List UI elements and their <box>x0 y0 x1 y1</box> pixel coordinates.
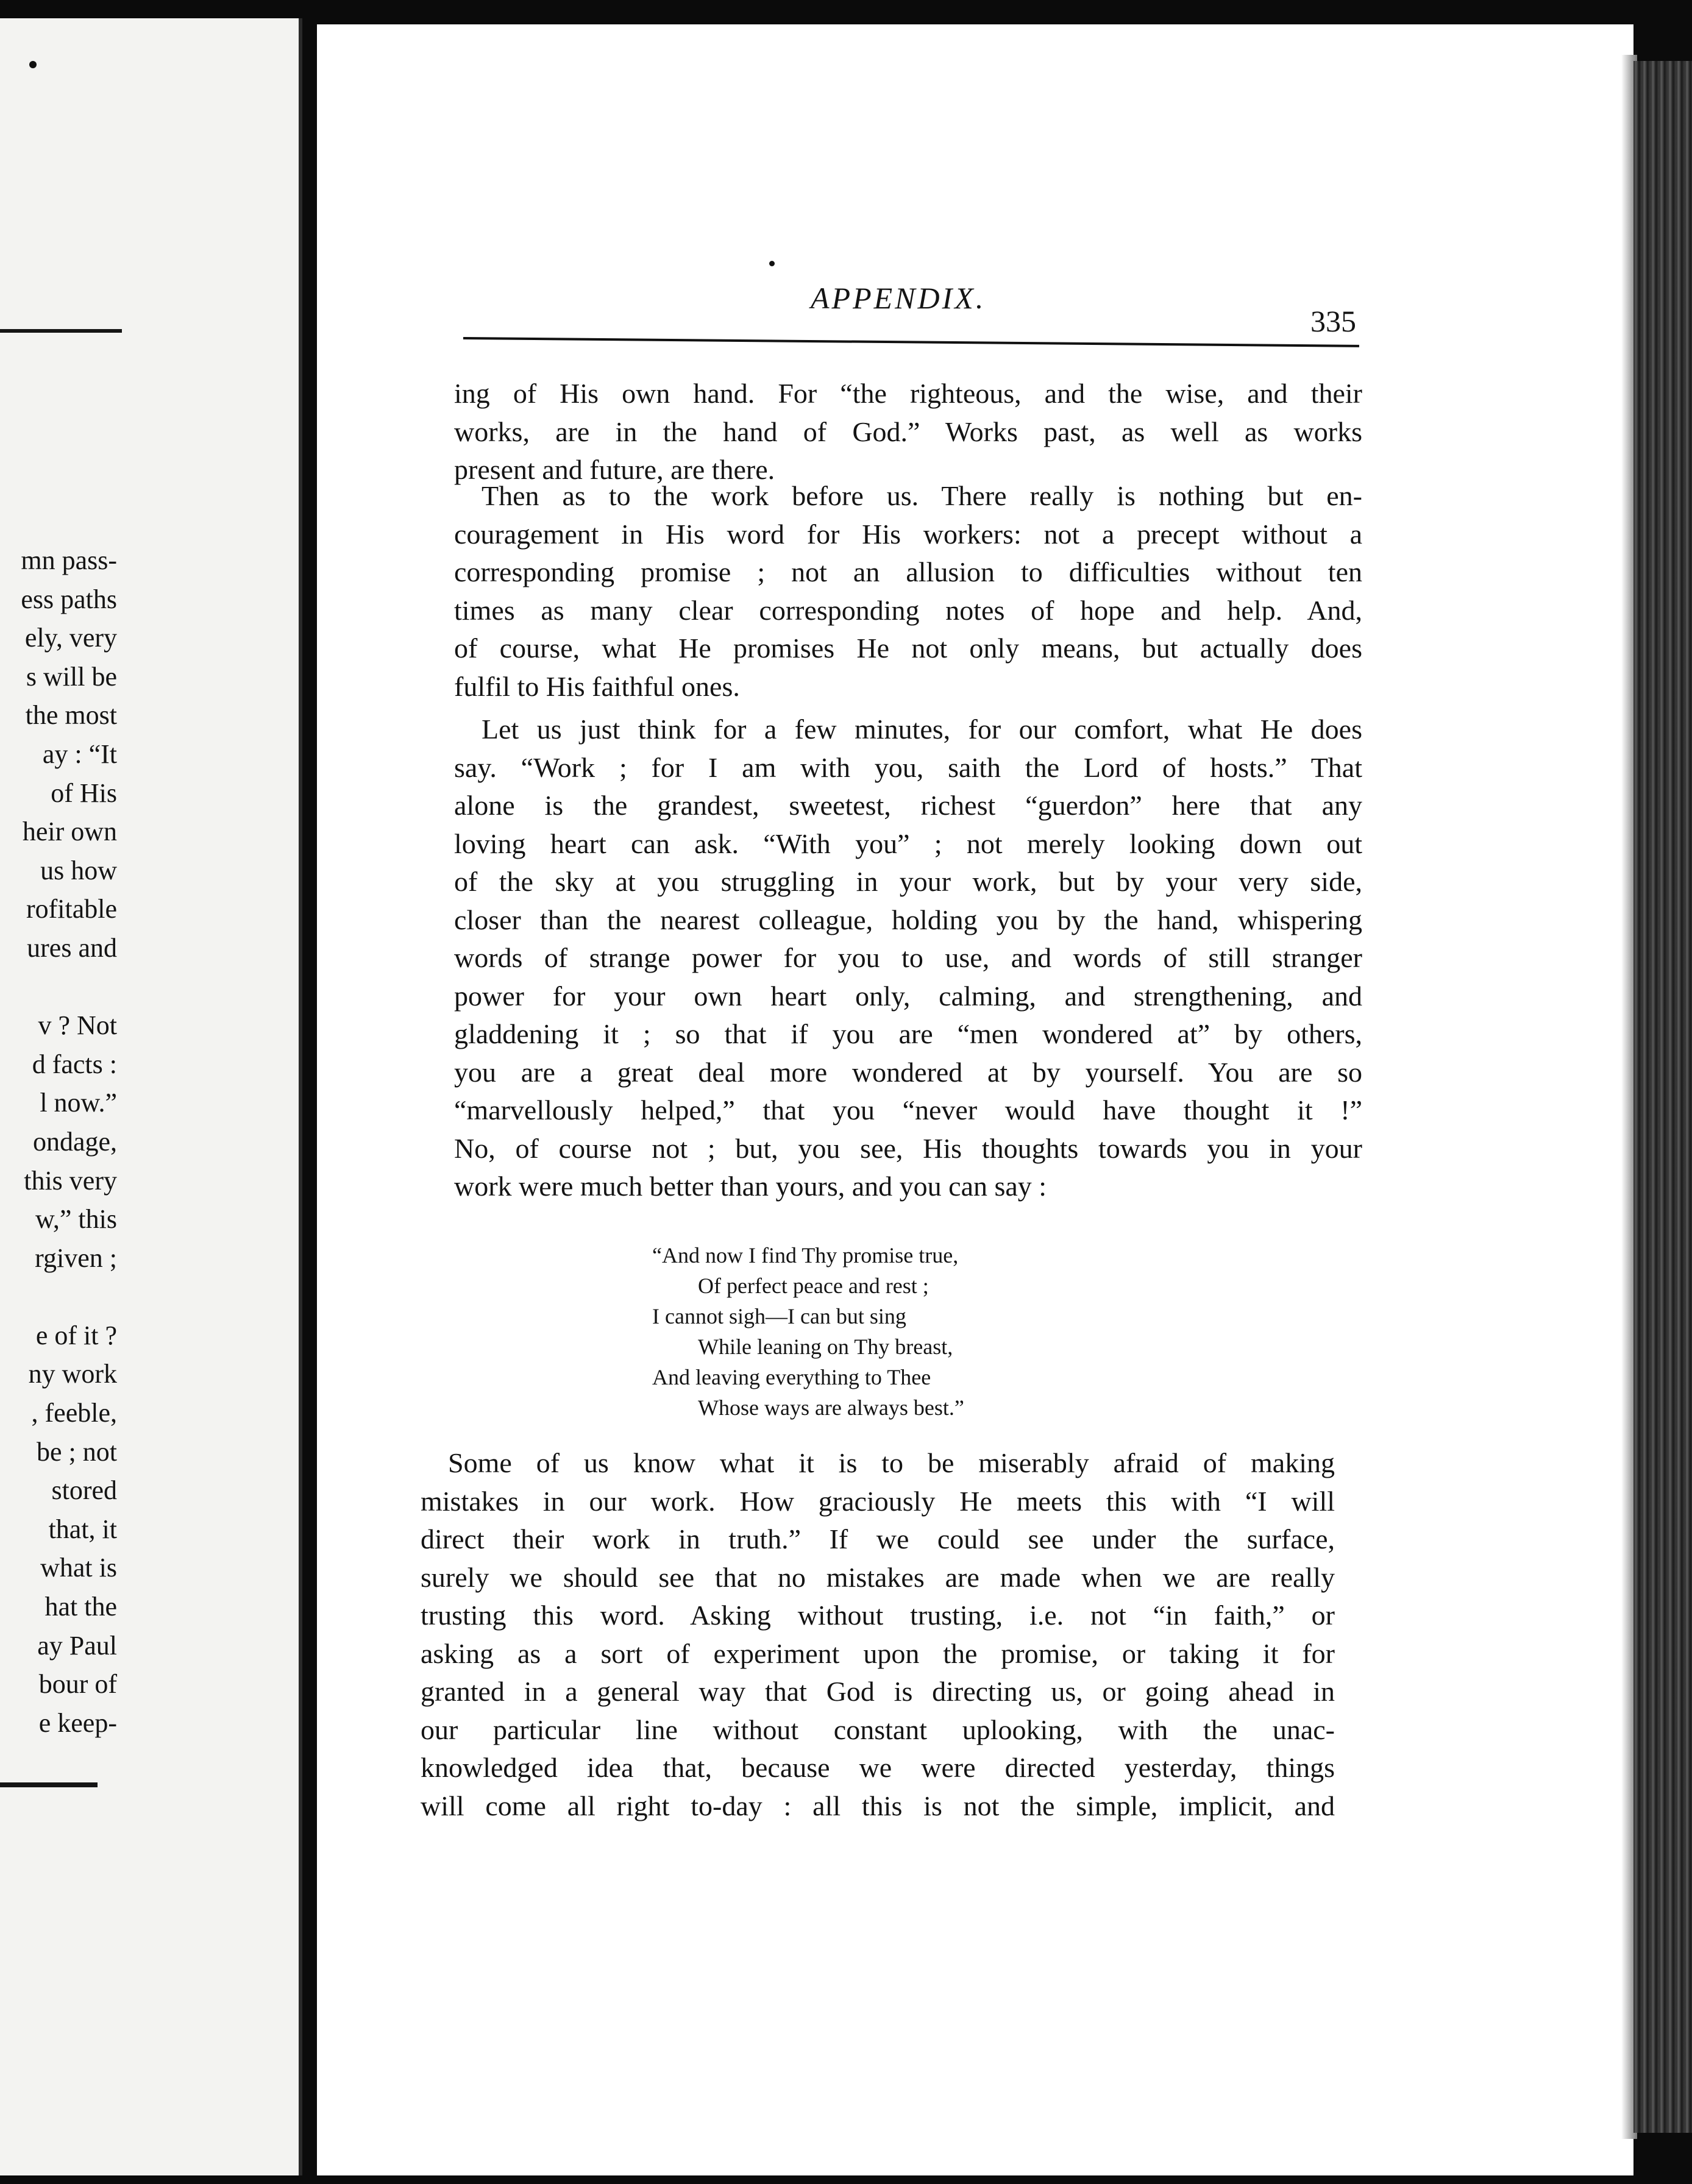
verse-line: Whose ways are always best.” <box>698 1395 964 1420</box>
text-line: you are a great deal more wondered at by yourself. You are so <box>454 1056 1362 1088</box>
ink-dot <box>769 261 775 266</box>
left-header-rule <box>0 329 122 333</box>
text-line: say. “Work ; for I am with you, saith the Lord of hosts.” That <box>454 751 1362 783</box>
left-text-line: that, it <box>48 1514 117 1544</box>
left-text-line: s will be <box>26 661 117 692</box>
left-text-line: ely, very <box>24 623 117 653</box>
text-line: corresponding promise ; not an allusion to difficulties without ten <box>454 556 1362 587</box>
text-line: closer than the nearest colleague, holding you by the hand, whispering <box>454 904 1362 935</box>
verse-line: “And now I find Thy promise true, <box>652 1243 959 1268</box>
left-page <box>0 18 302 2175</box>
left-text-line: what is <box>40 1553 117 1583</box>
paragraph-work-before-us <box>454 477 1362 1206</box>
text-line: trusting this word. Asking without trusting, i.e. not “in faith,” or <box>421 1600 1335 1631</box>
left-text-line: , feeble, <box>31 1398 117 1428</box>
left-page-text <box>0 541 117 1742</box>
text-line: Then as to the work before us. There really is nothing but en- <box>482 480 1362 511</box>
text-line: couragement in His word for His workers: not a precept without a <box>454 518 1362 550</box>
left-text-line: l now.” <box>40 1088 117 1118</box>
text-line: Some of us know what it is to be miserably afraid of making <box>448 1447 1335 1478</box>
verse-quotation <box>652 1240 964 1423</box>
left-text-line: rgiven ; <box>35 1243 117 1273</box>
text-line: Let us just think for a few minutes, for our comfort, what He does <box>482 714 1362 745</box>
left-text-line: us how <box>40 855 117 885</box>
left-text-line: d facts : <box>32 1049 117 1079</box>
text-line: gladdening it ; so that if you are “men wondered at” by others, <box>454 1018 1362 1049</box>
left-text-line: be ; not <box>37 1436 117 1467</box>
text-line: surely we should see that no mistakes are made when we are really <box>421 1561 1335 1593</box>
left-text-line: the most <box>25 700 117 731</box>
text-line: present and future, are there. <box>454 454 775 485</box>
left-text-line: stored <box>51 1475 117 1506</box>
verse-line: And leaving everything to Thee <box>652 1365 931 1389</box>
left-text-line: rofitable <box>26 894 117 924</box>
left-text-line: ondage, <box>32 1126 117 1157</box>
text-line: of course, what He promises He not only means, but actually does <box>454 633 1362 664</box>
text-line: words of strange power for you to use, and words of still stranger <box>454 942 1362 973</box>
text-line: work were much better than yours, and you can say : <box>454 1171 1047 1202</box>
verse-line: Of perfect peace and rest ; <box>698 1274 929 1298</box>
paragraph-mistakes <box>421 1444 1335 1825</box>
text-line: mistakes in our work. How graciously He meets this with “I will <box>421 1485 1335 1517</box>
text-line: ing of His own hand. For “the righteous, and the wise, and their <box>454 378 1362 409</box>
text-line: power for your own heart only, calming, and strengthening, and <box>454 980 1362 1012</box>
text-line: our particular line without constant uplooking, with the unac- <box>421 1714 1335 1745</box>
left-text-line: heir own <box>22 817 117 847</box>
left-text-line <box>0 968 117 1007</box>
text-line: loving heart can ask. “With you” ; not merely looking down out <box>454 828 1362 859</box>
verse-line: I cannot sigh—I can but sing <box>652 1304 906 1328</box>
left-footer-rule <box>0 1782 98 1787</box>
text-line: times as many clear corresponding notes of hope and help. And, <box>454 594 1362 626</box>
left-text-line: of His <box>51 778 117 808</box>
left-text-line: hat the <box>44 1592 117 1622</box>
book-spine <box>1633 61 1692 2133</box>
page-number: 335 <box>1310 304 1356 338</box>
left-text-line: e of it ? <box>35 1320 117 1350</box>
text-line: asking as a sort of experiment upon the promise, or taking it for <box>421 1637 1335 1669</box>
left-text-line <box>0 1277 117 1316</box>
left-text-line: v ? Not <box>38 1010 117 1041</box>
text-line: of the sky at you struggling in your work, but by your very side, <box>454 866 1362 897</box>
text-line: No, of course not ; but, you see, His thoughts towards you in your <box>454 1132 1362 1164</box>
left-text-line: this very <box>24 1165 117 1196</box>
verse-line: While leaning on Thy breast, <box>698 1335 953 1359</box>
text-line: works, are in the hand of God.” Works past, as well as works <box>454 416 1362 447</box>
left-text-line: mn pass- <box>21 545 117 575</box>
text-line: “marvellously helped,” that you “never would have thought it !” <box>454 1094 1362 1126</box>
paragraph-continuation <box>454 375 1362 489</box>
running-head: APPENDIX. <box>811 281 986 315</box>
left-text-line: ures and <box>27 932 117 963</box>
text-line: direct their work in truth.” If we could see under the surface, <box>421 1523 1335 1555</box>
text-line: fulfil to His faithful ones. <box>454 670 740 702</box>
left-text-line: ay Paul <box>37 1630 117 1661</box>
left-text-line: ay : “It <box>42 739 117 769</box>
ink-dot <box>29 61 37 68</box>
text-line: knowledged idea that, because we were directed yesterday, things <box>421 1752 1335 1783</box>
left-text-line: w,” this <box>35 1204 117 1235</box>
left-text-line: bour of <box>38 1669 117 1700</box>
left-text-line: e keep- <box>38 1707 117 1738</box>
text-line: alone is the grandest, sweetest, richest “guerdon” here that any <box>454 790 1362 821</box>
left-text-line: ess paths <box>21 584 117 614</box>
left-text-line: ny work <box>28 1359 117 1389</box>
text-line: will come all right to-day : all this is not the simple, implicit, and <box>421 1790 1335 1821</box>
text-line: granted in a general way that God is directing us, or going ahead in <box>421 1676 1335 1707</box>
